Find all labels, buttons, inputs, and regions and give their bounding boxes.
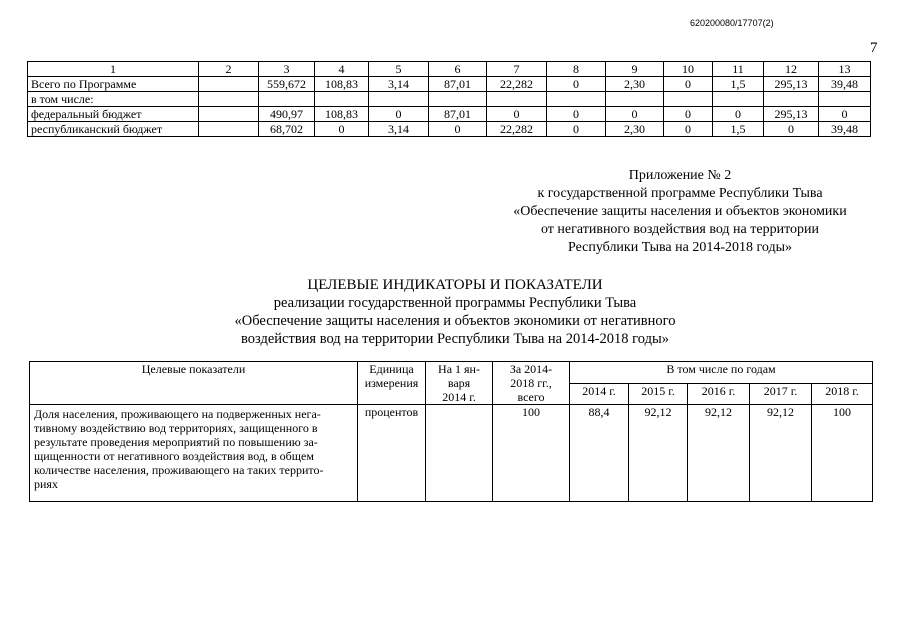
section-title: ЦЕЛЕВЫЕ ИНДИКАТОРЫ И ПОКАЗАТЕЛИ: [307, 277, 603, 293]
funding-cell: 0: [713, 107, 764, 122]
indicator-jan-value: [426, 405, 493, 502]
funding-cell: 0: [429, 122, 487, 137]
funding-cell: 2,30: [606, 77, 664, 92]
funding-table: [27, 61, 871, 137]
funding-header-cell: 6: [429, 62, 487, 77]
header-jan-line: 2014 г.: [442, 390, 476, 404]
funding-cell: [199, 92, 259, 107]
indicator-year-value: 88,4: [570, 405, 629, 502]
funding-cell: 39,48: [819, 122, 871, 137]
header-year: 2014 г.: [570, 383, 629, 405]
funding-cell: 0: [315, 122, 369, 137]
section-subtitle: воздействия вод на территории Республики Тыва на 2014-2018 годы»: [241, 331, 669, 347]
funding-header-cell: 8: [547, 62, 606, 77]
funding-cell: 2,30: [606, 122, 664, 137]
funding-header-cell: 5: [369, 62, 429, 77]
funding-cell: 3,14: [369, 77, 429, 92]
funding-header-cell: 1: [28, 62, 199, 77]
funding-cell: 0: [547, 122, 606, 137]
funding-cell: 295,13: [764, 77, 819, 92]
funding-cell: [199, 122, 259, 137]
funding-row-republican: [28, 122, 871, 137]
indicator-unit: процентов: [358, 405, 426, 502]
header-indicator: Целевые показатели: [30, 362, 358, 405]
funding-cell: [429, 92, 487, 107]
funding-cell: [764, 92, 819, 107]
funding-cell: 108,83: [315, 77, 369, 92]
header-total: [493, 362, 570, 405]
funding-cell: [606, 92, 664, 107]
indicators-table: [29, 361, 873, 502]
funding-row-total: [28, 77, 871, 92]
funding-cell: [664, 92, 713, 107]
funding-row-label: республиканский бюджет: [28, 122, 199, 137]
appendix-line: Республики Тыва на 2014-2018 годы»: [567, 240, 793, 255]
header-by-years: В том числе по годам: [570, 362, 873, 384]
indicator-year-value: 92,12: [629, 405, 688, 502]
document-code: 620200080/17707(2): [690, 18, 774, 28]
funding-header-cell: 3: [259, 62, 315, 77]
funding-row-label: Всего по Программе: [28, 77, 199, 92]
header-total-line: 2018 гг.,: [510, 376, 552, 390]
funding-cell: 22,282: [487, 77, 547, 92]
funding-row-label: федеральный бюджет: [28, 107, 199, 122]
funding-cell: 87,01: [429, 107, 487, 122]
header-year: 2017 г.: [750, 383, 812, 405]
appendix-number: Приложение № 2: [628, 168, 732, 183]
funding-cell: 1,5: [713, 122, 764, 137]
header-year: 2018 г.: [812, 383, 873, 405]
funding-cell: 490,97: [259, 107, 315, 122]
funding-header-cell: 2: [199, 62, 259, 77]
funding-row-including: [28, 92, 871, 107]
funding-cell: 22,282: [487, 122, 547, 137]
funding-cell: [315, 92, 369, 107]
section-subtitle: реализации государственной программы Республики Тыва: [273, 295, 637, 311]
indicator-year-value: 100: [812, 405, 873, 502]
appendix-note: [470, 167, 890, 257]
funding-row-federal: [28, 107, 871, 122]
funding-cell: 3,14: [369, 122, 429, 137]
indicator-year-value: 92,12: [750, 405, 812, 502]
indicator-row: [30, 405, 873, 502]
funding-cell: 1,5: [713, 77, 764, 92]
header-unit-line: измерения: [364, 376, 419, 390]
funding-header-cell: 13: [819, 62, 871, 77]
appendix-line: к государственной программе Республики Тыва: [537, 186, 823, 201]
funding-cell: 108,83: [315, 107, 369, 122]
header-jan-2014: [426, 362, 493, 405]
funding-cell: 0: [819, 107, 871, 122]
header-total-line: всего: [517, 390, 545, 404]
description-line: Доля населения, проживающего на подверженных нега-: [34, 407, 321, 421]
appendix-line: «Обеспечение защиты населения и объектов экономики: [513, 204, 847, 219]
funding-cell: [487, 92, 547, 107]
funding-cell: 87,01: [429, 77, 487, 92]
description-line: щищенности от негативного воздействия вод, в общем: [34, 449, 314, 463]
funding-cell: [199, 107, 259, 122]
funding-cell: 0: [487, 107, 547, 122]
funding-cell: 559,672: [259, 77, 315, 92]
indicator-total-value: 100: [493, 405, 570, 502]
header-total-line: За 2014-: [509, 362, 553, 376]
funding-header-row: [28, 62, 871, 77]
funding-cell: [199, 77, 259, 92]
funding-header-cell: 11: [713, 62, 764, 77]
header-unit: [358, 362, 426, 405]
header-unit-line: Единица: [369, 362, 414, 376]
funding-cell: 0: [369, 107, 429, 122]
funding-cell: [369, 92, 429, 107]
funding-header-cell: 4: [315, 62, 369, 77]
description-line: результате проведения мероприятий по повышению за-: [34, 435, 318, 449]
funding-header-cell: 12: [764, 62, 819, 77]
indicator-year-value: 92,12: [688, 405, 750, 502]
indicators-header-row: [30, 362, 873, 384]
funding-cell: 0: [606, 107, 664, 122]
funding-header-cell: 10: [664, 62, 713, 77]
section-subtitle: «Обеспечение защиты населения и объектов экономики от негативного: [234, 313, 676, 329]
funding-cell: 295,13: [764, 107, 819, 122]
appendix-line: от негативного воздействия вод на территории: [540, 222, 820, 237]
header-year: 2016 г.: [688, 383, 750, 405]
funding-cell: [713, 92, 764, 107]
funding-cell: 39,48: [819, 77, 871, 92]
funding-cell: [259, 92, 315, 107]
description-line: количестве населения, проживающего на таких террито-: [34, 463, 324, 477]
section-heading: [200, 276, 710, 348]
header-year: 2015 г.: [629, 383, 688, 405]
header-jan-line: На 1 ян-: [438, 362, 480, 376]
funding-cell: [819, 92, 871, 107]
funding-header-cell: 7: [487, 62, 547, 77]
funding-cell: 0: [547, 107, 606, 122]
funding-cell: 0: [547, 77, 606, 92]
indicator-description: [30, 405, 358, 502]
funding-cell: 0: [764, 122, 819, 137]
funding-cell: [547, 92, 606, 107]
funding-row-label: в том числе:: [28, 92, 199, 107]
funding-cell: 0: [664, 122, 713, 137]
funding-header-cell: 9: [606, 62, 664, 77]
funding-cell: 68,702: [259, 122, 315, 137]
header-jan-line: варя: [447, 376, 471, 390]
funding-cell: 0: [664, 107, 713, 122]
description-line: тивному воздействию вод территориях, защищенного в: [34, 421, 318, 435]
page-number: 7: [870, 40, 878, 56]
funding-cell: 0: [664, 77, 713, 92]
description-line: риях: [34, 477, 58, 491]
